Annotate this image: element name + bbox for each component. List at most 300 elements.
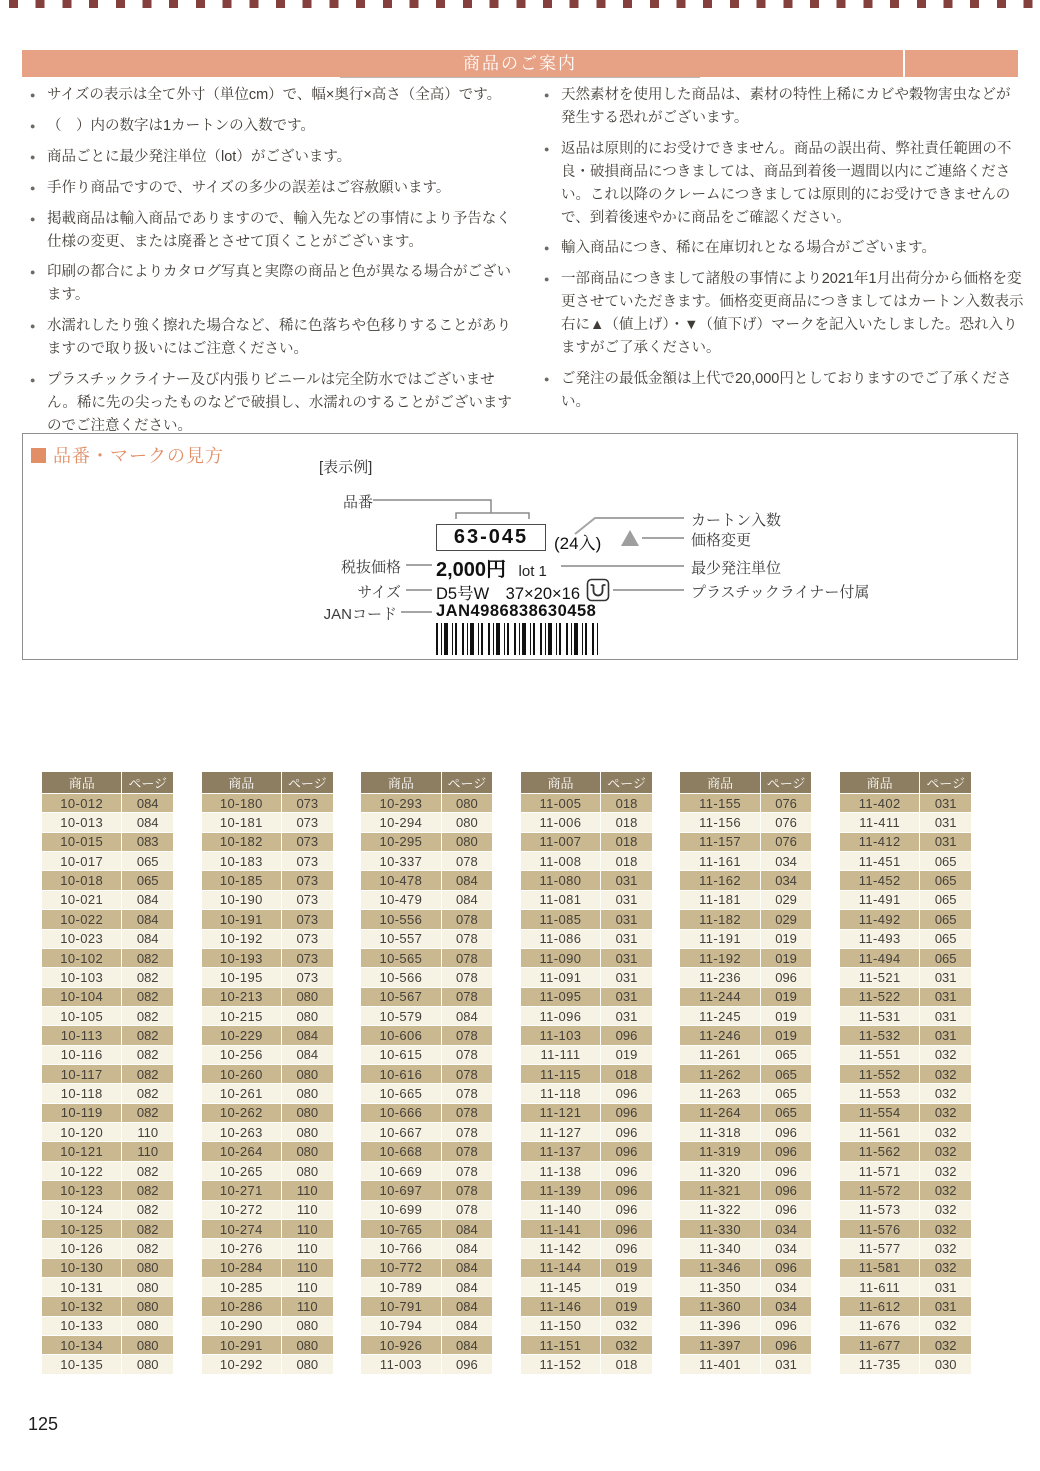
product-cell: 10-263 [219,1124,263,1140]
product-cell: 10-123 [60,1182,104,1198]
product-cell: 10-183 [219,853,263,869]
product-cell: 10-229 [219,1027,263,1043]
table-row [680,1083,811,1102]
product-cell: 10-665 [379,1086,423,1102]
page-cell: 065 [919,910,971,928]
product-cell: 10-193 [219,950,263,966]
product-cell: 10-478 [379,873,423,889]
product-cell: 10-789 [379,1279,423,1295]
table-row [361,1335,492,1354]
page-cell: 084 [441,1336,493,1354]
product-cell: 10-116 [60,1047,103,1063]
page-cell: 084 [441,1297,493,1315]
table-row [42,1141,173,1160]
page-cell: 080 [281,1317,333,1335]
product-cell: 10-565 [379,950,423,966]
table-row [361,987,492,1006]
page-cell: 080 [281,1355,333,1373]
product-cell: 10-256 [219,1047,263,1063]
page-cell: 032 [919,1181,971,1199]
table-row [42,812,173,831]
jan-barcode [436,623,598,655]
product-cell: 11-263 [699,1086,742,1102]
page-cell: 032 [919,1220,971,1238]
table-row [361,1161,492,1180]
product-cell: 11-492 [858,911,901,927]
section-header-bar [22,50,1018,77]
product-cell: 11-138 [539,1163,582,1179]
product-cell: 10-182 [219,834,263,850]
page-cell: 031 [600,988,652,1006]
table-row [202,909,333,928]
page-cell: 018 [600,1065,652,1083]
table-row [42,1180,173,1199]
table-row [840,1122,971,1141]
product-page-table [840,772,971,1374]
page-cell: 082 [121,1007,173,1025]
product-cell: 11-573 [858,1202,901,1218]
product-cell: 11-676 [858,1318,901,1334]
page-cell: 018 [600,852,652,870]
table-row [521,1161,652,1180]
page-cell: 073 [281,968,333,986]
table-row [42,832,173,851]
column-header-page: ページ [760,772,812,793]
note-item: ● 掲載商品は輸入商品でありますので、輸入先などの事情により予告なく仕様の変更、または廃番とさせて頂くことがございます。 [30,208,516,254]
product-cell: 10-791 [379,1299,423,1315]
product-cell: 10-265 [219,1163,263,1179]
product-cell: 11-142 [539,1240,582,1256]
product-cell: 10-262 [219,1105,263,1121]
page-cell: 110 [281,1259,333,1277]
product-cell: 11-521 [858,969,901,985]
product-cell: 10-556 [379,911,423,927]
product-cell: 11-191 [699,931,742,947]
product-cell: 11-246 [699,1027,742,1043]
product-cell: 10-697 [379,1182,423,1198]
page-cell: 031 [600,949,652,967]
product-page-table [680,772,811,1374]
table-row [42,1161,173,1180]
table-row [361,1180,492,1199]
product-cell: 10-185 [219,873,263,889]
page-cell: 096 [600,1104,652,1122]
label-price-change: 価格変更 [691,532,752,549]
table-row [840,1258,971,1277]
note-item: ● プラスチックライナー及び内張りビニールは完全防水ではございません。稀に先の尖ったものなどで破損し、水濡れのすることがございますのでご注意ください。 [30,369,516,438]
table-row [202,851,333,870]
table-row [521,1103,652,1122]
column-header-page: ページ [121,772,173,793]
page-cell: 080 [281,1336,333,1354]
product-cell: 11-561 [858,1124,901,1140]
page-cell: 078 [441,1065,493,1083]
table-row [840,929,971,948]
page-cell: 080 [121,1317,173,1335]
page-cell: 084 [441,871,493,889]
product-cell: 10-606 [379,1027,423,1043]
table-row [42,948,173,967]
page-cell: 032 [919,1084,971,1102]
table-row [680,1354,811,1373]
page-cell: 073 [281,871,333,889]
page-cell: 032 [600,1336,652,1354]
table-row [202,1258,333,1277]
product-cell: 10-213 [219,989,263,1005]
page-cell: 096 [600,1220,652,1238]
product-cell: 10-668 [379,1144,423,1160]
page-cell: 032 [919,1259,971,1277]
product-cell: 10-012 [60,795,104,811]
page-cell: 110 [281,1297,333,1315]
table-row [361,851,492,870]
page-cell: 096 [760,1181,812,1199]
product-cell: 10-130 [60,1260,104,1276]
product-cell: 10-926 [379,1337,423,1353]
product-cell: 11-531 [858,1008,901,1024]
product-cell: 11-157 [699,834,742,850]
table-row [42,851,173,870]
table-row [202,1316,333,1335]
table-row [361,1141,492,1160]
product-cell: 11-412 [858,834,901,850]
product-cell: 11-322 [699,1202,742,1218]
page-cell: 018 [600,813,652,831]
note-item: ● 一部商品につきまして諸般の事情により2021年1月出荷分から価格を変更させていただきます。価格変更商品につきましてはカートン入数表示右に▲（値上げ）・▼（値下げ）マークを記入いたしました。恐れ入りますがご了承ください。 [544,268,1024,360]
example-price: 2,000円 [436,559,507,581]
product-cell: 11-145 [539,1279,582,1295]
table-row [840,1354,971,1373]
table-row [42,1122,173,1141]
page-cell: 084 [441,1239,493,1257]
table-row [680,1025,811,1044]
product-cell: 11-244 [699,989,742,1005]
page-cell: 084 [441,1220,493,1238]
page-cell: 084 [121,930,173,948]
label-price: 税抜価格 [340,559,401,576]
table-row [361,929,492,948]
page-cell: 084 [281,1046,333,1064]
product-cell: 11-452 [858,873,901,889]
product-cell: 11-086 [539,931,582,947]
product-cell: 11-262 [699,1066,742,1082]
page-cell: 065 [919,852,971,870]
table-row [840,812,971,831]
page-cell: 029 [760,910,812,928]
table-row [521,832,652,851]
table-row [521,1354,652,1373]
table-row [361,1296,492,1315]
example-item-code: 63-045 [436,524,546,551]
table-row [680,1200,811,1219]
table-row [680,967,811,986]
column-header-product: 商品 [387,776,414,791]
product-cell: 10-290 [219,1318,263,1334]
label-liner: プラスチックライナー付属 [691,584,870,601]
column-header-page: ページ [441,772,493,793]
product-cell: 10-274 [219,1221,263,1237]
page-cell: 078 [441,1181,493,1199]
table-row [361,1238,492,1257]
page-cell: 065 [760,1104,812,1122]
table-row [202,987,333,1006]
table-row [42,1335,173,1354]
page-cell: 073 [281,891,333,909]
page-cell: 096 [760,1142,812,1160]
table-row [202,1122,333,1141]
table-row [680,1006,811,1025]
product-cell: 11-008 [539,853,582,869]
page-cell: 084 [121,910,173,928]
page-cell: 082 [121,1026,173,1044]
page-cell: 082 [121,988,173,1006]
table-row [840,1045,971,1064]
product-cell: 11-245 [699,1008,742,1024]
product-cell: 10-120 [60,1124,104,1140]
table-row [840,1316,971,1335]
table-row [521,948,652,967]
product-cell: 11-318 [699,1124,742,1140]
page-cell: 084 [441,891,493,909]
page-cell: 096 [600,1084,652,1102]
page-cell: 082 [121,1201,173,1219]
table-row [361,909,492,928]
page-cell: 019 [600,1046,652,1064]
product-cell: 11-151 [539,1337,582,1353]
page-cell: 080 [441,833,493,851]
note-item: ● サイズの表示は全て外寸（単位cm）で、幅×奥行×高さ（全高）です。 [30,84,516,107]
page-cell: 078 [441,1162,493,1180]
product-cell: 11-111 [540,1047,581,1063]
table-header-row [42,772,173,793]
page-cell: 078 [441,1104,493,1122]
product-cell: 10-023 [60,931,104,947]
table-row [680,1180,811,1199]
table-row [521,1219,652,1238]
table-row [521,793,652,812]
page-cell: 031 [600,968,652,986]
page-cell: 073 [281,813,333,831]
product-cell: 11-162 [699,873,742,889]
top-dashed-border [0,0,1040,8]
table-row [202,1161,333,1180]
product-cell: 11-552 [858,1066,901,1082]
table-row [680,929,811,948]
page-cell: 082 [121,1162,173,1180]
page-cell: 084 [441,1278,493,1296]
page-cell: 080 [281,1104,333,1122]
table-row [361,1122,492,1141]
page-cell: 032 [600,1317,652,1335]
table-row [42,1064,173,1083]
page-cell: 096 [760,1201,812,1219]
product-cell: 10-102 [60,950,104,966]
note-item: ● 輸入商品につき、稀に在庫切れとなる場合がございます。 [544,237,1024,260]
page-cell: 034 [760,1278,812,1296]
product-cell: 11-612 [858,1299,901,1315]
page-cell: 031 [919,968,971,986]
table-row [521,890,652,909]
notes-column-right [544,84,1024,422]
product-cell: 11-182 [699,911,742,927]
table-row [680,1219,811,1238]
product-cell: 10-192 [219,931,263,947]
table-row [361,1258,492,1277]
page-cell: 073 [281,949,333,967]
table-row [840,890,971,909]
product-cell: 11-401 [699,1357,742,1373]
product-cell: 11-491 [858,892,901,908]
table-row [361,948,492,967]
table-row [202,1103,333,1122]
page-cell: 082 [121,1046,173,1064]
note-item: ● （ ）内の数字は1カートンの入数です。 [30,115,516,138]
page-cell: 031 [919,833,971,851]
page-cell: 082 [121,949,173,967]
table-row [840,1103,971,1122]
table-row [42,1354,173,1373]
table-row [361,1219,492,1238]
table-row [42,1200,173,1219]
page-cell: 080 [441,794,493,812]
product-cell: 11-264 [699,1105,742,1121]
table-row [521,1200,652,1219]
table-row [521,987,652,1006]
example-caption: [表示例] [319,459,373,476]
column-header-product: 商品 [228,776,255,791]
product-cell: 11-150 [539,1318,582,1334]
product-cell: 10-337 [379,853,423,869]
table-row [202,1200,333,1219]
table-header-row [521,772,652,793]
product-cell: 11-551 [858,1047,901,1063]
product-page-table [42,772,173,1374]
product-cell: 11-340 [699,1240,742,1256]
product-cell: 11-319 [699,1144,742,1160]
example-jan-code: JAN4986838630458 [436,602,597,620]
product-cell: 10-121 [60,1144,104,1160]
page-cell: 034 [760,1220,812,1238]
table-row [42,890,173,909]
product-cell: 10-131 [60,1279,104,1295]
table-row [680,1141,811,1160]
page-cell: 096 [760,1336,812,1354]
page-cell: 110 [281,1181,333,1199]
page-cell: 084 [441,1259,493,1277]
table-row [840,967,971,986]
table-row [202,1083,333,1102]
page-cell: 096 [760,1162,812,1180]
page-cell: 080 [281,1084,333,1102]
page-cell: 031 [600,930,652,948]
product-cell: 10-190 [219,892,263,908]
page-cell: 084 [121,891,173,909]
product-cell: 10-132 [60,1299,104,1315]
page-cell: 110 [281,1220,333,1238]
product-cell: 10-766 [379,1240,423,1256]
legend-title: 品番・マークの見方 [31,442,224,468]
product-cell: 11-005 [539,795,582,811]
table-row [361,967,492,986]
product-cell: 11-127 [539,1124,582,1140]
page-cell: 110 [281,1201,333,1219]
product-cell: 11-330 [699,1221,742,1237]
table-row [521,870,652,889]
page-cell: 110 [121,1142,173,1160]
column-header-product: 商品 [547,776,574,791]
label-min-order: 最少発注単位 [691,560,782,577]
example-carton-qty: (24入) [554,534,602,553]
header-tick-mark [903,50,905,77]
table-row [521,1141,652,1160]
table-row [680,812,811,831]
table-row [680,793,811,812]
table-row [202,1238,333,1257]
page-cell: 073 [281,930,333,948]
page-cell: 080 [281,1007,333,1025]
product-cell: 10-794 [379,1318,423,1334]
page-cell: 084 [281,1026,333,1044]
product-cell: 11-103 [539,1027,582,1043]
product-cell: 10-122 [60,1163,104,1179]
column-header-product: 商品 [68,776,95,791]
table-row [42,1296,173,1315]
product-cell: 10-013 [60,815,104,831]
page-cell: 096 [760,968,812,986]
table-row [521,1238,652,1257]
table-row [202,1219,333,1238]
page-cell: 019 [760,1026,812,1044]
page-cell: 080 [121,1336,173,1354]
page-cell: 080 [281,988,333,1006]
product-cell: 10-133 [60,1318,104,1334]
table-row [42,1045,173,1064]
page-cell: 065 [121,852,173,870]
table-row [361,1354,492,1373]
page-cell: 065 [919,891,971,909]
table-row [840,987,971,1006]
page-cell: 031 [919,1278,971,1296]
product-page-table [521,772,652,1374]
table-row [202,948,333,967]
header-shadow-line [340,77,700,78]
table-row [680,1277,811,1296]
page-cell: 031 [760,1355,812,1373]
table-row [680,909,811,928]
page-cell: 076 [760,813,812,831]
product-cell: 10-105 [60,1008,104,1024]
page-cell: 096 [760,1317,812,1335]
page-cell: 032 [919,1046,971,1064]
price-up-triangle-icon [621,530,639,546]
product-cell: 10-276 [219,1240,263,1256]
table-row [361,1064,492,1083]
table-row [42,987,173,1006]
page-cell: 096 [760,1123,812,1141]
note-item: ● 印刷の都合によりカタログ写真と実際の商品と色が異なる場合がございます。 [30,261,516,307]
page-cell: 096 [600,1026,652,1044]
product-cell: 10-195 [219,969,263,985]
table-row [521,1083,652,1102]
table-row [840,1296,971,1315]
table-row [680,1296,811,1315]
product-cell: 11-611 [859,1279,901,1295]
table-row [202,1354,333,1373]
page-number: 125 [28,1414,59,1434]
label-carton-qty: カートン入数 [691,512,782,529]
table-header-row [361,772,492,793]
page-cell: 018 [600,794,652,812]
